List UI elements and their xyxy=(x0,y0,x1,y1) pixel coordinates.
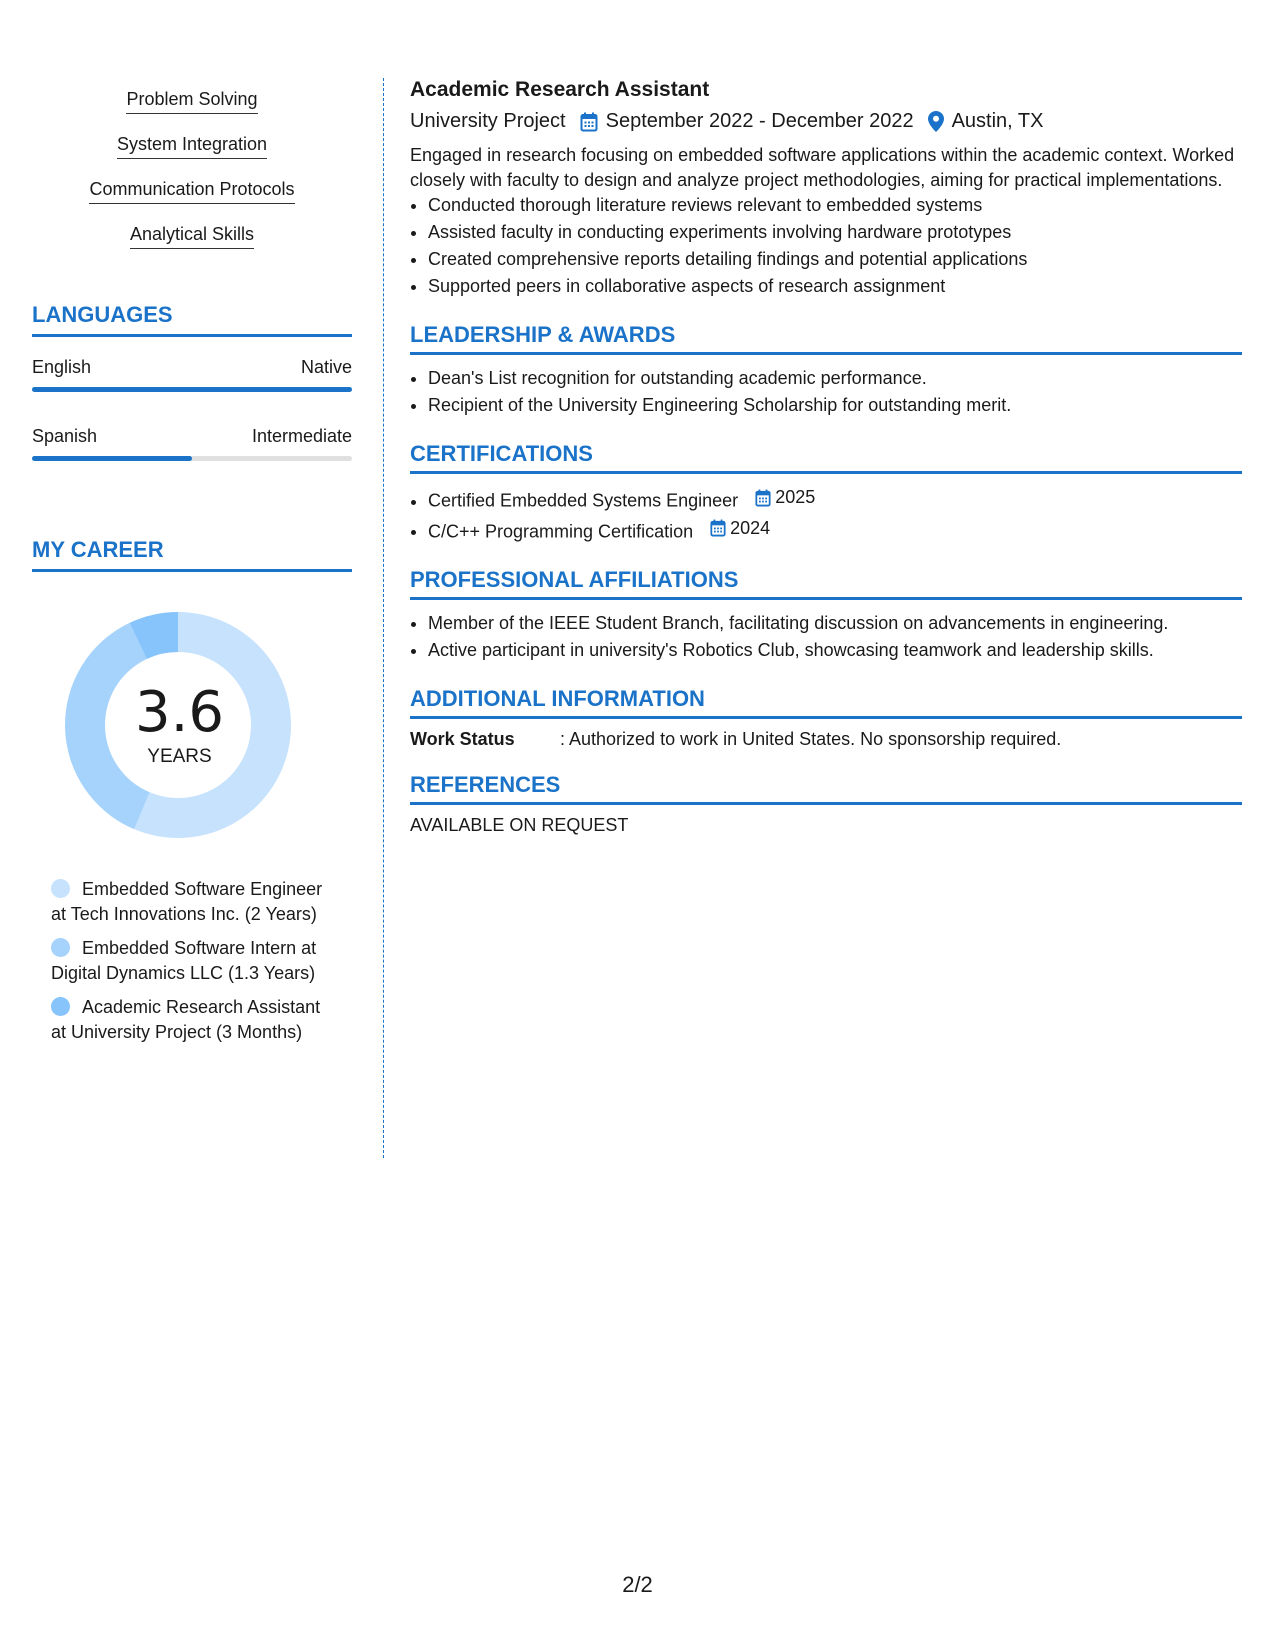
legend-dot xyxy=(51,997,70,1016)
language-english xyxy=(32,357,352,392)
language-spanish xyxy=(32,426,352,461)
language-bar-fill xyxy=(32,456,192,461)
skill-item: Analytical Skills xyxy=(130,224,254,249)
cert-name: Certified Embedded Systems Engineer xyxy=(428,490,739,511)
cert-year: 2025 xyxy=(775,487,816,507)
legend-item xyxy=(51,936,331,985)
languages-heading: LANGUAGES xyxy=(32,302,352,337)
language-name: Spanish xyxy=(32,426,98,446)
career-donut-chart xyxy=(32,612,352,852)
job-location: Austin, TX xyxy=(951,110,1044,132)
language-bar xyxy=(32,387,352,392)
cert-date xyxy=(755,484,815,511)
language-level: Intermediate xyxy=(251,426,352,446)
affiliations-heading: PROFESSIONAL AFFILIATIONS xyxy=(410,567,1242,600)
calendar-icon xyxy=(580,112,598,132)
job-title: Academic Research Assistant xyxy=(410,78,710,101)
job-description: Engaged in research focusing on embedded software applications within the academic context. Worked closely with faculty to design and analyze project methodologies, aiming for practical implementations. xyxy=(410,145,1235,190)
leadership-list xyxy=(410,365,1242,419)
skills-list xyxy=(32,78,352,258)
donut-center xyxy=(32,680,327,768)
references-heading: REFERENCES xyxy=(410,772,1242,805)
skill-item: System Integration xyxy=(117,134,267,159)
list-item: • Recipient of the University Engineering Scholarship for outstanding merit. xyxy=(428,392,1242,419)
legend-label: Embedded Software Intern at Digital Dynamics LLC (1.3 Years) xyxy=(51,938,317,983)
right-column xyxy=(410,78,1242,836)
list-item: • Supported peers in collaborative aspects of research assignment xyxy=(428,273,1242,300)
legend-dot xyxy=(51,879,70,898)
career-legend xyxy=(32,877,331,1044)
column-divider xyxy=(383,78,384,1158)
additional-info-heading: ADDITIONAL INFORMATION xyxy=(410,686,1242,719)
references-value: AVAILABLE ON REQUEST xyxy=(410,815,629,835)
career-unit: YEARS xyxy=(147,746,212,767)
career-heading: MY CAREER xyxy=(32,537,352,572)
list-item: • Assisted faculty in conducting experiments involving hardware prototypes xyxy=(428,219,1242,246)
list-item: • Created comprehensive reports detailing findings and potential applications xyxy=(428,246,1242,273)
legend-label: Academic Research Assistant at University Project (3 Months) xyxy=(51,997,321,1042)
leadership-heading: LEADERSHIP & AWARDS xyxy=(410,322,1242,355)
certifications-heading: CERTIFICATIONS xyxy=(410,441,1242,474)
language-bar xyxy=(32,456,352,461)
legend-item xyxy=(51,995,331,1044)
legend-dot xyxy=(51,938,70,957)
language-bar-fill xyxy=(32,387,352,392)
legend-item xyxy=(51,877,331,926)
list-item: • Dean's List recognition for outstanding academic performance. xyxy=(428,365,1242,392)
legend-label: Embedded Software Engineer at Tech Innovations Inc. (2 Years) xyxy=(51,879,323,924)
certifications-list xyxy=(410,484,1242,545)
job-company: University Project xyxy=(410,110,566,132)
affiliations-list xyxy=(410,610,1242,664)
list-item: • Conducted thorough literature reviews relevant to embedded systems xyxy=(428,192,1242,219)
cert-date xyxy=(710,515,770,542)
work-status-row xyxy=(410,729,1242,750)
job-meta xyxy=(410,110,1242,133)
location-pin-icon xyxy=(928,111,944,132)
skill-item: Problem Solving xyxy=(126,89,257,114)
calendar-icon xyxy=(755,489,771,507)
career-total: 3.6 xyxy=(134,680,225,745)
list-item xyxy=(428,515,1242,546)
left-column xyxy=(32,78,352,1054)
cert-name: C/C++ Programming Certification xyxy=(428,521,694,541)
list-item: • Active participant in university's Robotics Club, showcasing teamwork and leadership skills. xyxy=(428,637,1242,664)
work-status-label: Work Status xyxy=(410,729,515,749)
calendar-icon xyxy=(710,519,726,537)
work-status-value: : Authorized to work in United States. No sponsorship required. xyxy=(560,729,1062,749)
list-item: • Member of the IEEE Student Branch, facilitating discussion on advancements in engineering. xyxy=(428,610,1242,637)
job-bullets xyxy=(410,192,1242,300)
cert-year: 2024 xyxy=(730,517,771,538)
language-level: Native xyxy=(300,357,352,377)
list-item xyxy=(428,484,1242,515)
job-dates: September 2022 - December 2022 xyxy=(605,110,914,132)
page-number: 2/2 xyxy=(622,1572,653,1597)
skill-item: Communication Protocols xyxy=(89,179,294,204)
language-name: English xyxy=(32,357,92,377)
